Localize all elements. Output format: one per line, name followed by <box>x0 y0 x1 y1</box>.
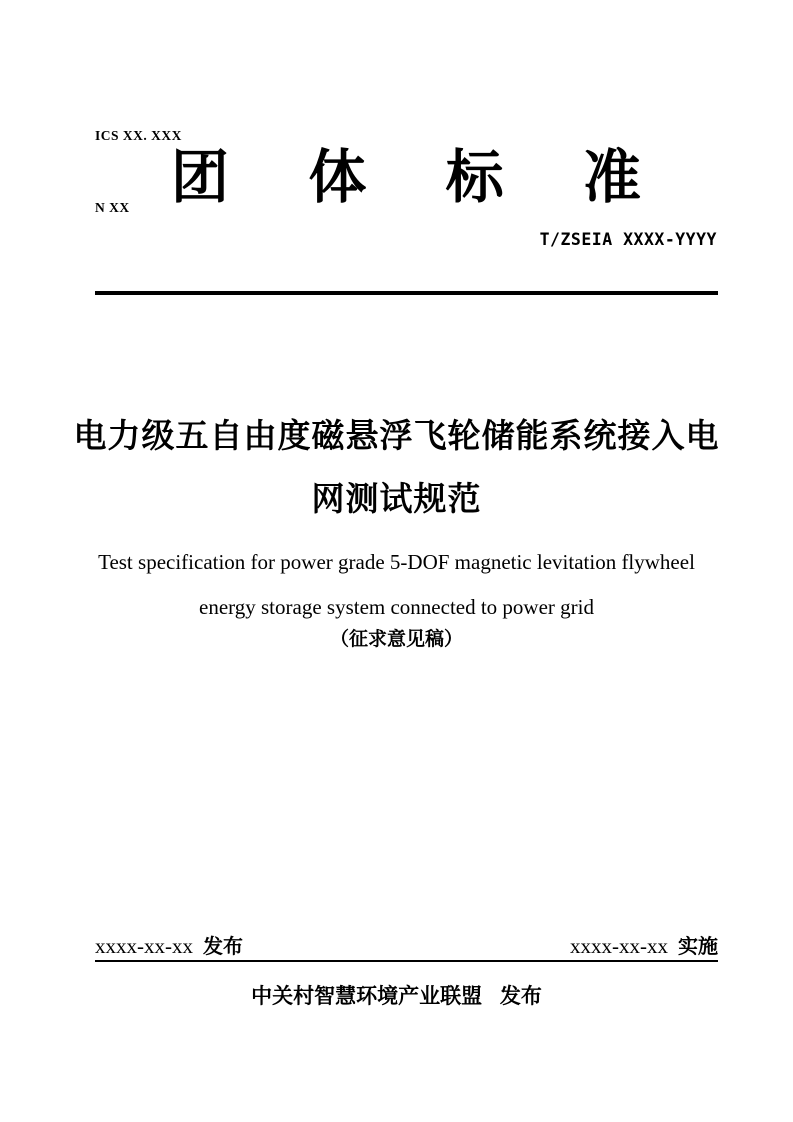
draft-status-note: （征求意见稿） <box>329 629 463 650</box>
publisher-action-label: 发布 <box>499 985 542 1008</box>
implement-date-value: xxxx-xx-xx <box>570 934 668 958</box>
standard-type-char: 团 <box>171 145 230 210</box>
title-cn-line2: 网测试规范 <box>311 480 482 517</box>
issue-date-value: xxxx-xx-xx <box>95 934 193 958</box>
standard-type-heading <box>171 147 641 209</box>
standard-type-char: 标 <box>445 145 504 210</box>
title-en-line1: Test specification for power grade 5-DOF magnetic levitation flywheel <box>98 550 695 574</box>
ics-classification-block <box>95 76 182 268</box>
document-title-english <box>0 540 793 630</box>
filing-code: N XX <box>95 200 130 215</box>
standard-number: T/ZSEIA XXXX-YYYY <box>539 230 717 249</box>
document-title-chinese <box>0 404 793 530</box>
title-cn-line1: 电力级五自由度磁悬浮飞轮储能系统接入电 <box>73 417 720 454</box>
implement-date-label: 实施 <box>678 936 718 958</box>
title-en-line2: energy storage system connected to power grid <box>199 595 594 619</box>
header-divider-rule <box>95 291 718 295</box>
ics-code: ICS XX. XXX <box>95 128 182 143</box>
publisher-line <box>0 980 793 1010</box>
issue-date <box>95 930 243 959</box>
publisher-name: 中关村智慧环境产业联盟 <box>251 985 483 1008</box>
implement-date <box>570 930 718 959</box>
issue-date-label: 发布 <box>203 936 243 958</box>
standard-type-char: 体 <box>308 145 367 210</box>
issue-implement-date-row <box>95 930 718 962</box>
standard-type-char: 准 <box>582 145 641 210</box>
